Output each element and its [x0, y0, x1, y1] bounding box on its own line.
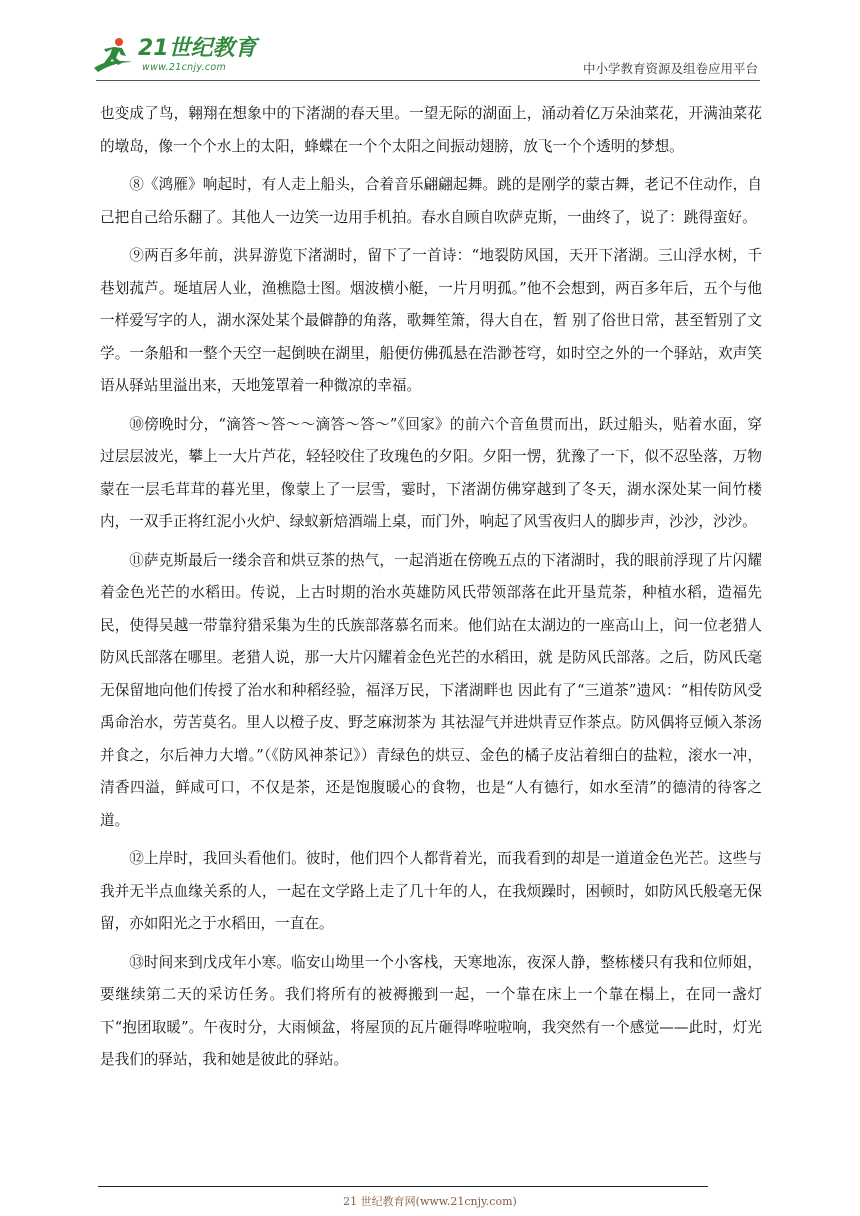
header-divider — [96, 80, 760, 81]
logo-text: 21世纪教育 — [138, 36, 257, 61]
paragraph-10: ⑩傍晚时分，“滴答～答～～滴答～答～”《回家》的前六个音鱼贯而出，跃过船头，贴着水面，穿过层层波光，攀上一大片芦花，轻轻咬住了玫瑰色的夕阳。夕阳一愣，犹豫了一下，似不忍坠落，万物蒙在一层毛茸茸的暮光里，像蒙上了一层雪，霎时，下渚湖仿佛穿越到了冬天，湖水深处某一间竹楼内，一双手正将红泥小火炉、绿蚁新焙酒端上桌，而门外，响起了风雪夜归人的脚步声，沙沙，沙沙。 — [100, 415, 762, 530]
paragraph-11: ⑪萨克斯最后一缕余音和烘豆茶的热气，一起消逝在傍晚五点的下渚湖时，我的眼前浮现了片闪耀着金色光芒的水稻田。传说，上古时期的治水英雄防风氏带领部落在此开垦荒荼，种植水稻，造福先民，使得吴越一带靠狩猎采集为生的氏族部落慕名而来。他们站在太湖边的一座高山上，问一位老猎人防风氏部落在哪里。老猎人说，那一大片闪耀着金色光芒的水稻田，就 是防风氏部落。之后，防风氏毫无保留地向他们传授了治水和种稻经验，福泽万民，下渚湖畔也 因此有了“三道茶”遗风：“相传防风受禹命治水，劳苦莫名。里人以橙子皮、野芝麻沏茶为 其祛湿气并进烘青豆作茶点。防风偶将豆倾入茶汤并食之，尔后神力大增。”（《防风神茶记》）青绿色的烘豆、金色的橘子皮沾着细白的盐粒，滚水一冲，清香四溢，鲜咸可口，不仅是茶，还是饱腹暖心的食物，也是“人有德行，如水至清”的德清的待客之道。 — [100, 551, 762, 829]
runner-logo-icon — [92, 36, 138, 76]
footer-divider — [98, 1186, 708, 1187]
footer-link[interactable]: 21 世纪教育网(www.21cnjy.com) — [343, 1195, 517, 1208]
article-body — [100, 98, 762, 1077]
platform-name: 中小学教育资源及组卷应用平台 — [582, 61, 758, 76]
paragraph-13: ⑬时间来到戊戌年小寒。临安山坳里一个小客栈，天寒地冻，夜深人静，整栋楼只有我和位师姐，要继续第二天的采访任务。我们将所有的被褥搬到一起，一个靠在床上一个靠在榻上，在同一盏灯下“抱团取暖”。午夜时分，大雨倾盆，将屋顶的瓦片砸得哗啦啦响，我突然有一个感觉——此时，灯光是我们的驿站，我和她是彼此的驿站。 — [100, 953, 762, 1068]
paragraph-12: ⑫上岸时，我回头看他们。彼时，他们四个人都背着光，而我看到的却是一道道金色光芒。这些与我并无半点血缘关系的人，一起在文学路上走了几十年的人，在我烦躁时，困顿时，如防风氏般毫无保留，亦如阳光之于水稻田，一直在。 — [100, 850, 762, 932]
logo-url: www.21cnjy.com — [142, 62, 227, 73]
site-logo[interactable] — [92, 36, 262, 80]
paragraph-8: ⑧《鸿雁》响起时，有人走上船头，合着音乐翩翩起舞。跳的是刚学的蒙古舞，老记不住动作，自己把自己给乐翻了。其他人一边笑一边用手机拍。春水自顾自吹萨克斯，一曲终了，说了：跳得蛮好。 — [100, 176, 762, 226]
page-header — [0, 0, 860, 82]
paragraph-7-continued: 也变成了鸟，翱翔在想象中的下渚湖的春天里。一望无际的湖面上，涌动着亿万朵油菜花，开满油菜花的墩岛，像一个个水上的太阳，蜂蝶在一个个太阳之间振动翅膀，放飞一个个透明的梦想。 — [100, 105, 762, 155]
paragraph-9: ⑨两百多年前，洪昇游览下渚湖时，留下了一首诗：“地裂防风国，天开下渚湖。三山浮水树，千巷划菰芦。埏埴居人业，渔樵隐士图。烟波横小艇，一片月明孤。”他不会想到，两百多年后，五个与他一样爱写字的人，湖水深处某个最僻静的角落，歌舞笙箫，得大自在，暂 别了俗世日常，甚至暂别了文学。一条船和一整个天空一起倒映在湖里，船便仿佛孤悬在浩渺苍穹，如时空之外的一个驿站，欢声笑语从驿站里溢出来，天地笼罩着一种微凉的幸福。 — [100, 247, 762, 394]
